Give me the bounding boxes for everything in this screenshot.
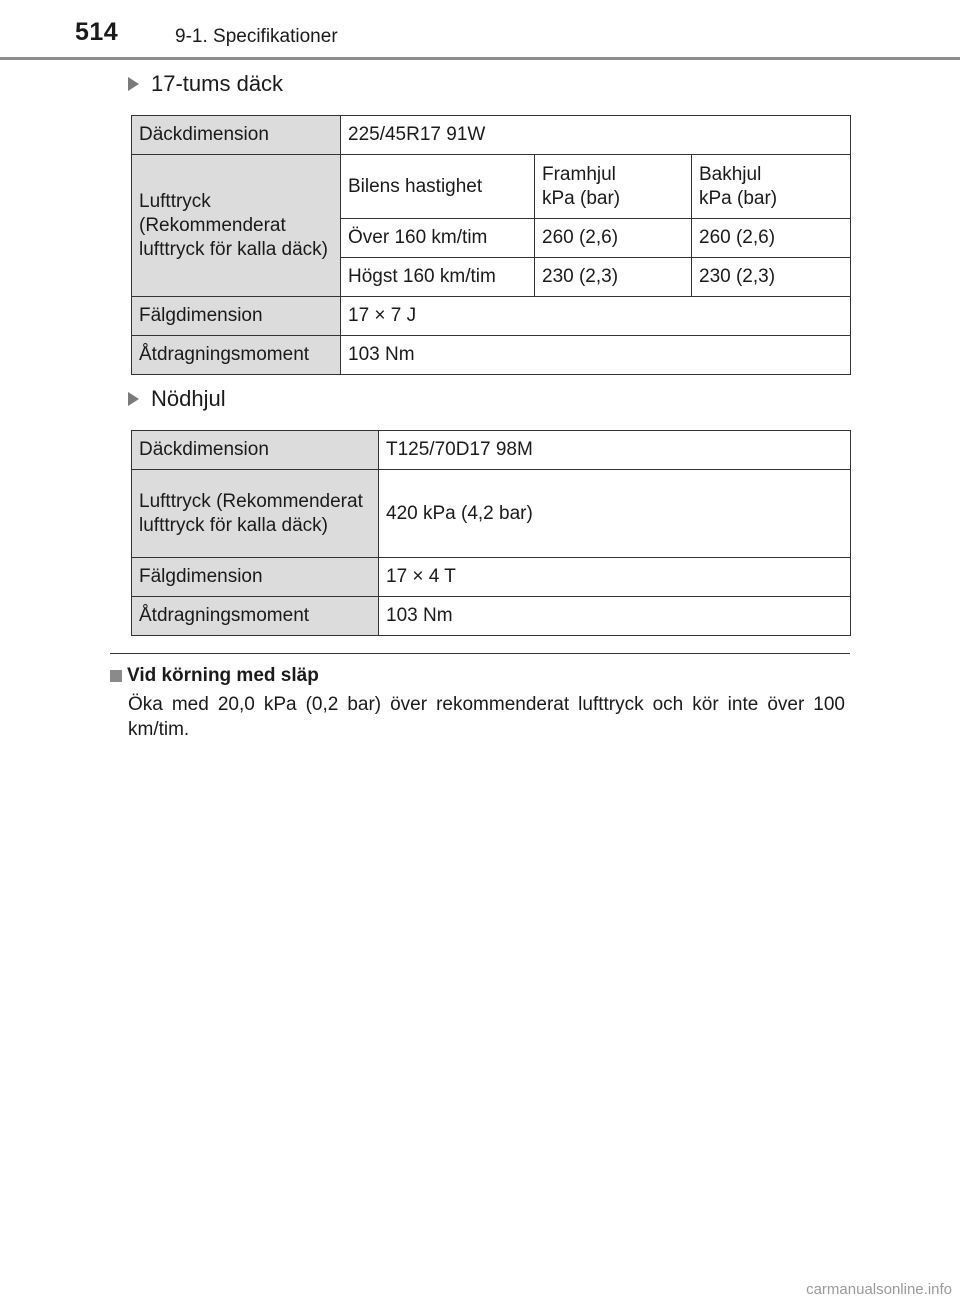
table-row — [132, 431, 851, 470]
table-row — [132, 116, 851, 155]
subheading-17-inch — [128, 71, 283, 97]
cell-value: 103 Nm — [341, 336, 851, 375]
cell-value: 225/45R17 91W — [341, 116, 851, 155]
triangle-bullet-icon — [128, 392, 139, 406]
cell-value: 230 (2,3) — [692, 258, 851, 297]
section-divider — [110, 653, 850, 654]
cell-label: Fälgdimension — [132, 297, 341, 336]
subheading-text: 17-tums däck — [151, 71, 284, 96]
cell-value: 260 (2,6) — [535, 219, 692, 258]
cell-label: Åtdragningsmoment — [132, 336, 341, 375]
spec-table-spare — [131, 430, 851, 636]
note-body: Öka med 20,0 kPa (0,2 bar) över rekommenderat lufttryck och kör inte över 100 km/tim. — [128, 694, 845, 740]
table-row — [132, 297, 851, 336]
square-bullet-icon — [110, 670, 122, 682]
spec-table-17-inch — [131, 115, 851, 375]
page-header — [0, 0, 960, 62]
cell-value: 230 (2,3) — [535, 258, 692, 297]
note-heading-text: Vid körning med släp — [127, 665, 319, 686]
subheading-spare — [128, 386, 226, 412]
cell-value: T125/70D17 98M — [379, 431, 851, 470]
header-divider — [0, 57, 960, 60]
table-row — [132, 470, 851, 558]
cell-value: 17 × 4 T — [379, 558, 851, 597]
cell-header: Framhjul kPa (bar) — [535, 155, 692, 219]
cell-label: Åtdragningsmoment — [132, 597, 379, 636]
section-title: 9-1. Specifikationer — [175, 26, 338, 47]
triangle-bullet-icon — [128, 77, 139, 91]
cell-label: Fälgdimension — [132, 558, 379, 597]
cell-value: 420 kPa (4,2 bar) — [379, 470, 851, 558]
cell-value: 103 Nm — [379, 597, 851, 636]
cell-value: 17 × 7 J — [341, 297, 851, 336]
watermark: carmanualsonline.info — [806, 1281, 952, 1298]
cell-value: 260 (2,6) — [692, 219, 851, 258]
subheading-text: Nödhjul — [151, 386, 226, 411]
table-row — [132, 597, 851, 636]
table-row — [132, 155, 851, 219]
cell-label: Lufttryck (Rekommenderat lufttryck för kalla däck) — [132, 155, 341, 297]
cell-label: Däckdimension — [132, 431, 379, 470]
cell-label: Lufttryck (Rekommenderat lufttryck för kalla däck) — [132, 470, 379, 558]
table-row — [132, 336, 851, 375]
page-number: 514 — [75, 18, 119, 46]
cell-label: Däckdimension — [132, 116, 341, 155]
cell-value: Över 160 km/tim — [341, 219, 535, 258]
cell-value: Högst 160 km/tim — [341, 258, 535, 297]
cell-header: Bilens hastighet — [341, 155, 535, 219]
cell-header: Bakhjul kPa (bar) — [692, 155, 851, 219]
note-heading — [110, 665, 319, 687]
table-row — [132, 558, 851, 597]
